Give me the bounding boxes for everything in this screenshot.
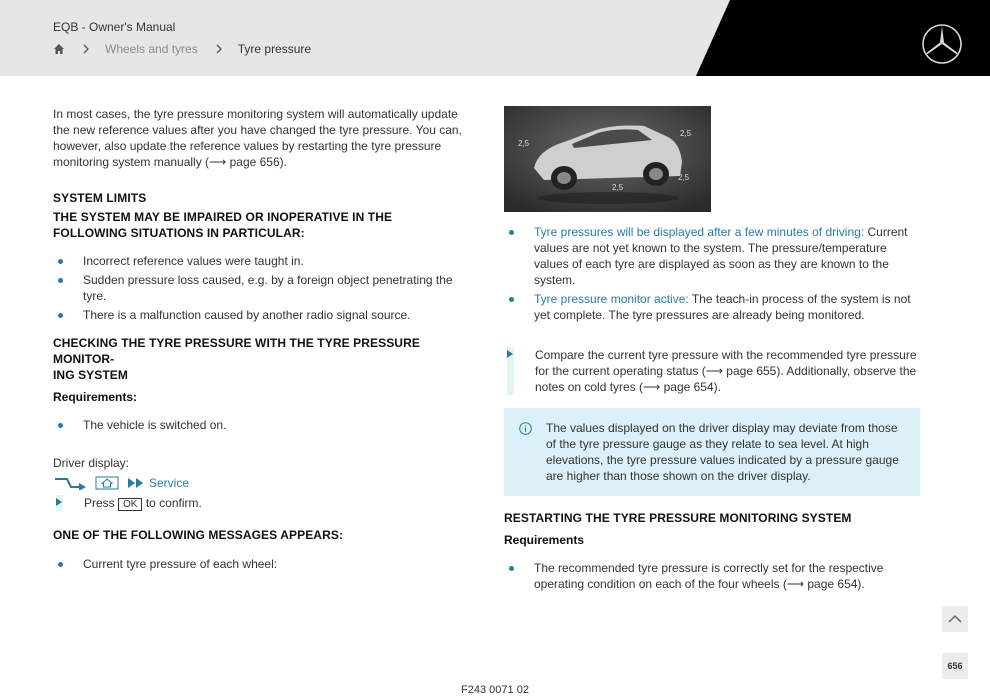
info-text: Current values are not yet known to the system. The pressure/temperature values of each tyre are displayed as soon as they are known to the system. xyxy=(534,225,908,287)
list-item: The vehicle is switched on. xyxy=(53,417,463,433)
restart-requirements-label: Requirements xyxy=(504,533,585,547)
footer-code: F243 0071 02 xyxy=(461,684,529,696)
list-item xyxy=(504,224,920,288)
intro-paragraph: In most cases, the tyre pressure monitoring system will automatically update the new reference values after you have changed the tyre pressure. You can, however, also update the reference values by restarting the tyre pressure monitoring system manually (⟶ page 656). xyxy=(53,107,462,169)
left-column xyxy=(53,106,463,572)
requirements-list xyxy=(53,417,463,433)
compare-step-text: Compare the current tyre pressure with the recommended tyre pressure for the current operating status (⟶ page 655). Additionally, observe the notes on cold tyres (⟶ page 654). xyxy=(535,348,917,394)
step-arrow-icon xyxy=(56,498,62,506)
messages-heading: ONE OF THE FOLLOWING MESSAGES APPEARS: xyxy=(53,528,344,542)
list-item: Current tyre pressure of each wheel: xyxy=(53,556,463,572)
checking-heading-line-2: ING SYSTEM xyxy=(53,368,129,382)
service-menu-item: Service xyxy=(149,476,190,490)
messages-list xyxy=(53,556,463,572)
restart-requirements-list xyxy=(504,560,920,592)
press-ok-step xyxy=(53,495,463,511)
requirements-label: Requirements: xyxy=(53,390,138,404)
info-label: Tyre pressures will be displayed after a few minutes of driving: xyxy=(534,225,865,239)
list-item: There is a malfunction caused by another radio signal source. xyxy=(53,307,463,323)
system-limits-heading: SYSTEM LIMITS xyxy=(53,191,147,205)
page-number-button[interactable] xyxy=(942,653,968,679)
mercedes-star-logo[interactable] xyxy=(921,23,963,65)
tyre-pressure-display-image xyxy=(504,106,711,212)
readout-rear-left: 2,5 xyxy=(612,183,624,192)
driver-display-label: Driver display: xyxy=(53,456,130,470)
home-icon[interactable] xyxy=(53,43,65,55)
press-suffix: to confirm. xyxy=(145,496,202,510)
breadcrumb-wheels-and-tyres[interactable]: Wheels and tyres xyxy=(105,42,198,56)
breadcrumb-tyre-pressure: Tyre pressure xyxy=(237,42,312,56)
ok-key: OK xyxy=(118,498,142,511)
readout-front-right: 2,5 xyxy=(680,129,692,138)
list-item: Incorrect reference values were taught in. xyxy=(53,253,463,269)
list-item xyxy=(504,291,920,323)
system-limits-list xyxy=(53,253,463,323)
message-info-list xyxy=(504,224,920,323)
info-icon xyxy=(519,422,532,435)
info-label: Tyre pressure monitor active: xyxy=(534,292,689,306)
menu-arrow-icon xyxy=(53,476,87,490)
scroll-to-top-button[interactable] xyxy=(942,606,968,632)
home-screen-icon xyxy=(95,476,121,490)
info-note xyxy=(504,408,920,496)
double-chevron-icon xyxy=(127,477,145,489)
readout-front-left: 2,5 xyxy=(518,139,530,148)
list-item: The recommended tyre pressure is correctly set for the respective operating condition on each of the four wheels (⟶ page 654). xyxy=(504,560,920,592)
checking-heading-line-1: CHECKING THE TYRE PRESSURE WITH THE TYRE PRESSURE MONITOR- xyxy=(53,336,420,366)
info-note-text: The values displayed on the driver display may deviate from those of the tyre pressure gauge as they relate to sea level. At high elevations, the tyre pressure values indicated by a pressure gauge are higher than those shown on the driver display. xyxy=(546,421,899,483)
manual-title: EQB - Owner's Manual xyxy=(53,20,176,34)
right-column xyxy=(504,106,920,592)
system-limits-subheading: THE SYSTEM MAY BE IMPAIRED OR INOPERATIVE IN THE FOLLOWING SITUATIONS IN PARTICULAR: xyxy=(53,210,393,240)
car-illustration xyxy=(504,106,711,212)
readout-rear-right: 2,5 xyxy=(678,173,690,182)
chevron-right-icon xyxy=(81,43,91,55)
chevron-up-icon xyxy=(948,614,962,624)
compare-step xyxy=(504,347,920,395)
chevron-right-icon xyxy=(214,43,224,55)
page-number: 656 xyxy=(947,661,963,671)
step-arrow-icon xyxy=(507,350,513,358)
press-prefix: Press xyxy=(84,496,115,510)
info-text: The teach-in process of the system is not yet complete. The tyre pressures are already being monitored. xyxy=(534,292,911,322)
restart-heading: RESTARTING THE TYRE PRESSURE MONITORING SYSTEM xyxy=(504,511,852,525)
list-item: Sudden pressure loss caused, e.g. by a foreign object penetrating the tyre. xyxy=(53,272,463,304)
menu-path xyxy=(53,473,463,493)
breadcrumb xyxy=(53,42,311,56)
